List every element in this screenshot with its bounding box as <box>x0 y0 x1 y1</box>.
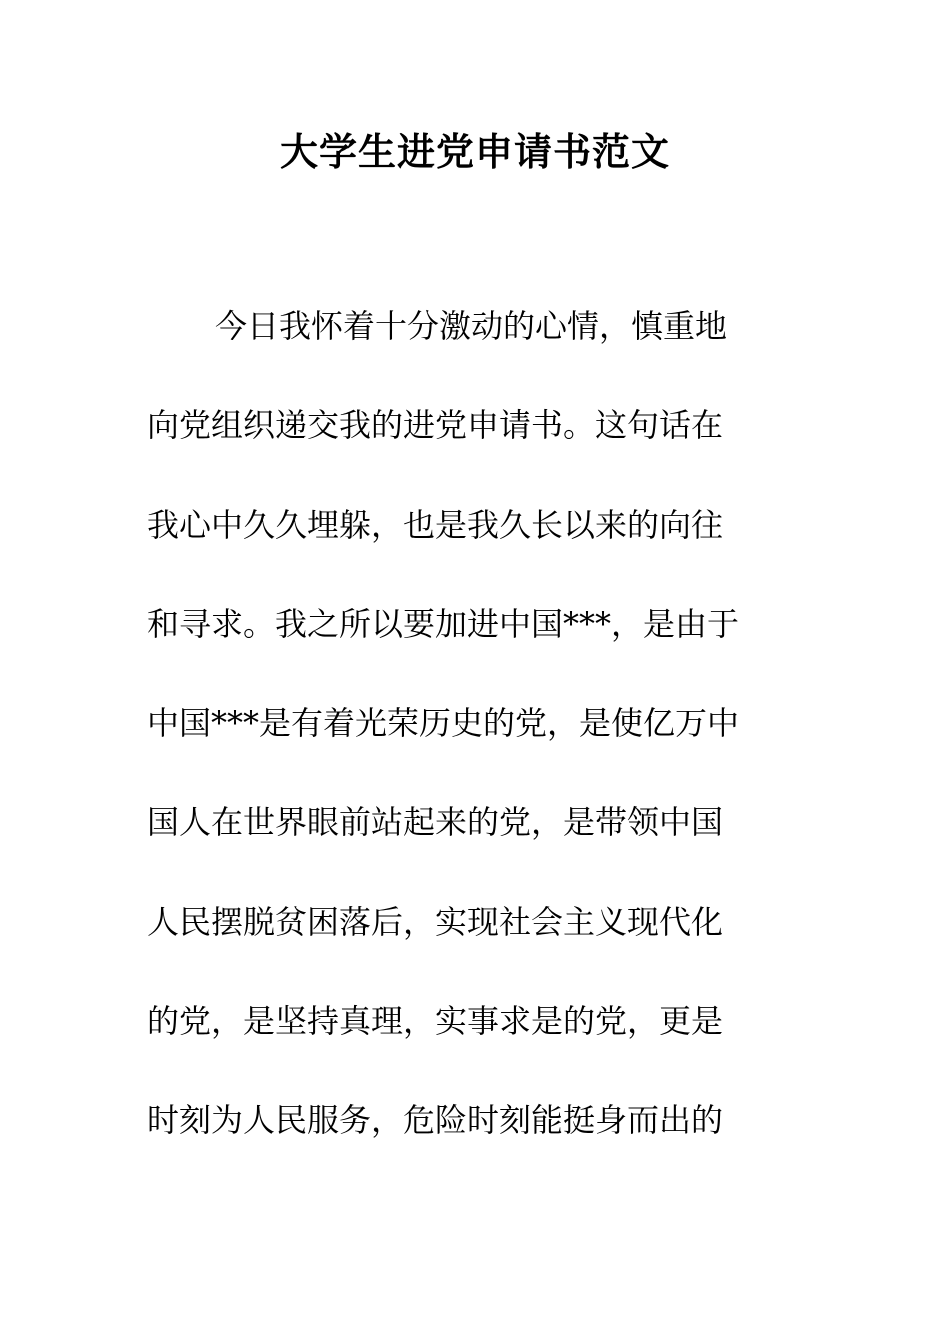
body-line-4: 和寻求。我之所以要加进中国***，是由于 <box>147 605 740 643</box>
body-line-5: 中国***是有着光荣历史的党，是使亿万中 <box>147 704 740 742</box>
body-line-7: 人民摆脱贫困落后，实现社会主义现代化 <box>147 903 724 941</box>
body-line-1: 今日我怀着十分激动的心情，慎重地 <box>215 307 728 345</box>
body-line-3: 我心中久久埋躲，也是我久长以来的向往 <box>147 506 724 544</box>
body-line-8: 的党，是坚持真理，实事求是的党，更是 <box>147 1002 724 1040</box>
document-title: 大学生进党申请书范文 <box>279 129 670 174</box>
body-line-9: 时刻为人民服务，危险时刻能挺身而出的 <box>147 1101 724 1139</box>
body-line-6: 国人在世界眼前站起来的党，是带领中国 <box>147 803 724 841</box>
body-line-2: 向党组织递交我的进党申请书。这句话在 <box>147 406 724 444</box>
